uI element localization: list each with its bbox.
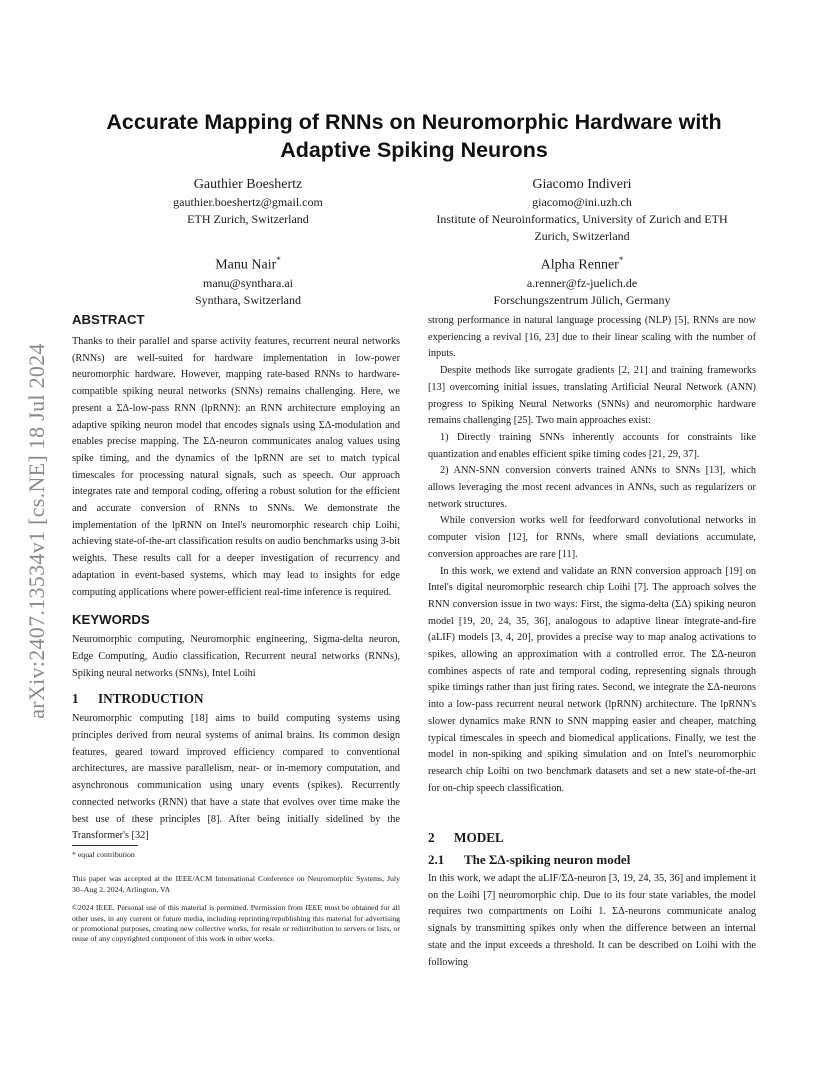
paragraph: Despite methods like surrogate gradients [2, 21] and training frameworks [13] overcoming initial issues, translating Artificial Neural Network (ANN) progress to Spiking Neural Networks (SNNs) and neuromorphic hardware remains challenging [25]. Two main approaches exist: [428,365,756,427]
paragraph: strong performance in natural language processing (NLP) [5], RNNs are now experiencing a revival [16, 23] due to their linear scaling with the number of inputs. [428,315,756,360]
equal-contribution-mark: * [276,255,281,265]
author-email: manu@synthara.ai [202,275,294,290]
author-block [428,175,736,245]
paragraph: While conversion works well for feedforward convolutional networks in computer vision [12], for RNNs, where small deviations accumulate, conversion approaches are rare [11]. [428,515,756,560]
abstract-text: Thanks to their parallel and sparse activity features, recurrent neural networks (RNNs) are well-suited for hardware implementation in low-power neuromorphic hardware. However, mapping rate-based RNNs to hardware-compatible spiking neural networks (SNNs) remains challenging. Here, we present a ΣΔ-low-pass RNN (lpRNN): an RNN architecture employing an adaptive spiking neuron model that encodes signals using ΣΔ-modulation and enables precise mapping. The ΣΔ-neuron communicates analog values using spike timing, and the dynamics of the lpRNN are set to match typical timescales for processing natural signals, such as speech. Our approach integrates rate and temporal coding, offering a robust solution for the efficient and accurate conversion of RNNs to SNNs. We demonstrate the implementation of the lpRNN on Intel's neuromorphic research chip Loihi, achieving state-of-the-art classification results on audio benchmarks using 3-bit weights. These results call for a deeper investigation of recurrency and adaptation in event-based systems, which may lead to insights for edge computing applications where power-efficient real-time inference is required. [72,336,400,598]
abstract-heading: ABSTRACT [72,312,145,327]
author-email: giacomo@ini.uzh.ch [532,195,632,209]
author-block [140,251,356,309]
footnote-copyright: ©2024 IEEE. Personal use of this material is permitted. Permission from IEEE must be obtained for all other uses, in any current or future media, including reprinting/republishing this material for advertising or promotional purposes, creating new collective works, for resale or redistribution to servers or lists, or reuse of any copyrighted component of this work in other works. [72,903,400,944]
paragraph: In this work, we extend and validate an RNN conversion approach [19] on Intel's digital neuromorphic research chip Loihi [7]. The approach solves the RNN conversion issue in two ways: First, the sigma-delta (ΣΔ) spiking neuron model [19, 20, 24, 35, 36], analogous to adaptive linear integrate-and-fire (aLIF) models [3, 4, 20], provides a precise way to map analog activations to spikes, allowing an approximation with a controlled error. The ΣΔ-neuron combines aspects of rate and temporal coding, representing signals through spike timings rather than just firing rates. Second, we integrate the ΣΔ-neurons into a low-pass recurrent neural network (lpRNN) architecture. The lpRNN's slower dynamics make RNN to SNN mapping easier and cheaper, matching typical timescales in speech and biomedical applications. Finally, we test the model in non-spiking and spiking simulation and on Intel's neuromorphic research chip Loihi on two benchmark datasets and set a new state-of-the-art for on-chip speech classification. [428,565,756,794]
section-heading: 1 INTRODUCTION [72,691,204,707]
left-column [72,311,400,845]
author-name: Alpha Renner* [540,255,624,273]
section-heading: 2 MODEL [428,830,504,845]
author-block [428,251,736,309]
footnotes [72,845,400,953]
author-name: Gauthier Boeshertz [193,177,303,192]
footnote-equal-contribution: * equal contribution [72,850,135,859]
author-name: Manu Nair* [215,255,281,273]
author-affiliation: ETH Zurich, Switzerland [187,212,309,226]
arxiv-identifier-text: arXiv:2407.13534v1 [cs.NE] 18 Jul 2024 [24,343,49,719]
equal-contribution-mark: * [618,255,624,265]
footnote-acceptance: This paper was accepted at the IEEE/ACM International Conference on Neuromorphic Systems, July 30–Aug 2, 2024, Arlington, VA [72,874,400,894]
keywords-heading: KEYWORDS [72,612,150,628]
keywords-text: Neuromorphic computing, Neuromorphic engineering, Sigma-delta neuron, Edge Computing, Audio classification, Recurrent neural networks (RNNs), Spiking neural networks (SNNs), Intel Loihi [72,634,400,679]
paper-title: Accurate Mapping of RNNs on Neuromorphic Hardware with Adaptive Spiking Neurons [106,110,722,162]
paragraph: In this work, we adapt the aLIF/ΣΔ-neuron [3, 19, 24, 35, 36] and implement it on the Loihi [7] neuromorphic chip. Due to its four state variables, the model requires two compartments on Loihi 1. ΣΔ-neurons communicate analog signals by transmitting spikes only when the difference between an internal state and the input exceeds a threshold. It can be described on Loihi with the following [428,873,756,968]
paragraph: 2) ANN-SNN conversion converts trained ANNs to SNNs [13], which allows leveraging the most recent advances in ANNs, such as regularizers or network structures. [428,465,756,510]
author-affiliation: Institute of Neuroinformatics, University of Zurich and ETH Zurich, Switzerland [436,212,728,243]
model-section [428,829,756,971]
right-column [428,313,756,797]
footnote-rule [72,845,138,846]
paragraph: 1) Directly training SNNs inherently accounts for constraints like quantization and enables efficient spike timing codes [21, 29, 37]. [428,431,756,460]
author-affiliation: Synthara, Switzerland [195,292,301,307]
author-affiliation: Forschungszentrum Jülich, Germany [493,292,671,307]
arxiv-identifier [22,296,52,766]
paragraph: Neuromorphic computing [18] aims to build computing systems using principles derived from neural systems of animal brains. Its common design features, geared toward improved efficiency compared to conventional architectures, are massive parallelism, near- or in-memory computation, and asynchronous communication using unary events (spikes). Recurrently connected networks (RNN) that have a state that evolves over time make the best use of these principles [8]. After being initially sidelined by the Transformer's [32] [72,713,400,842]
author-email: a.renner@fz-juelich.de [526,275,638,290]
author-block [140,175,356,228]
author-email: gauthier.boeshertz@gmail.com [173,195,323,209]
author-name: Giacomo Indiveri [532,177,632,192]
subsection-heading: 2.1 The ΣΔ-spiking neuron model [428,852,631,867]
